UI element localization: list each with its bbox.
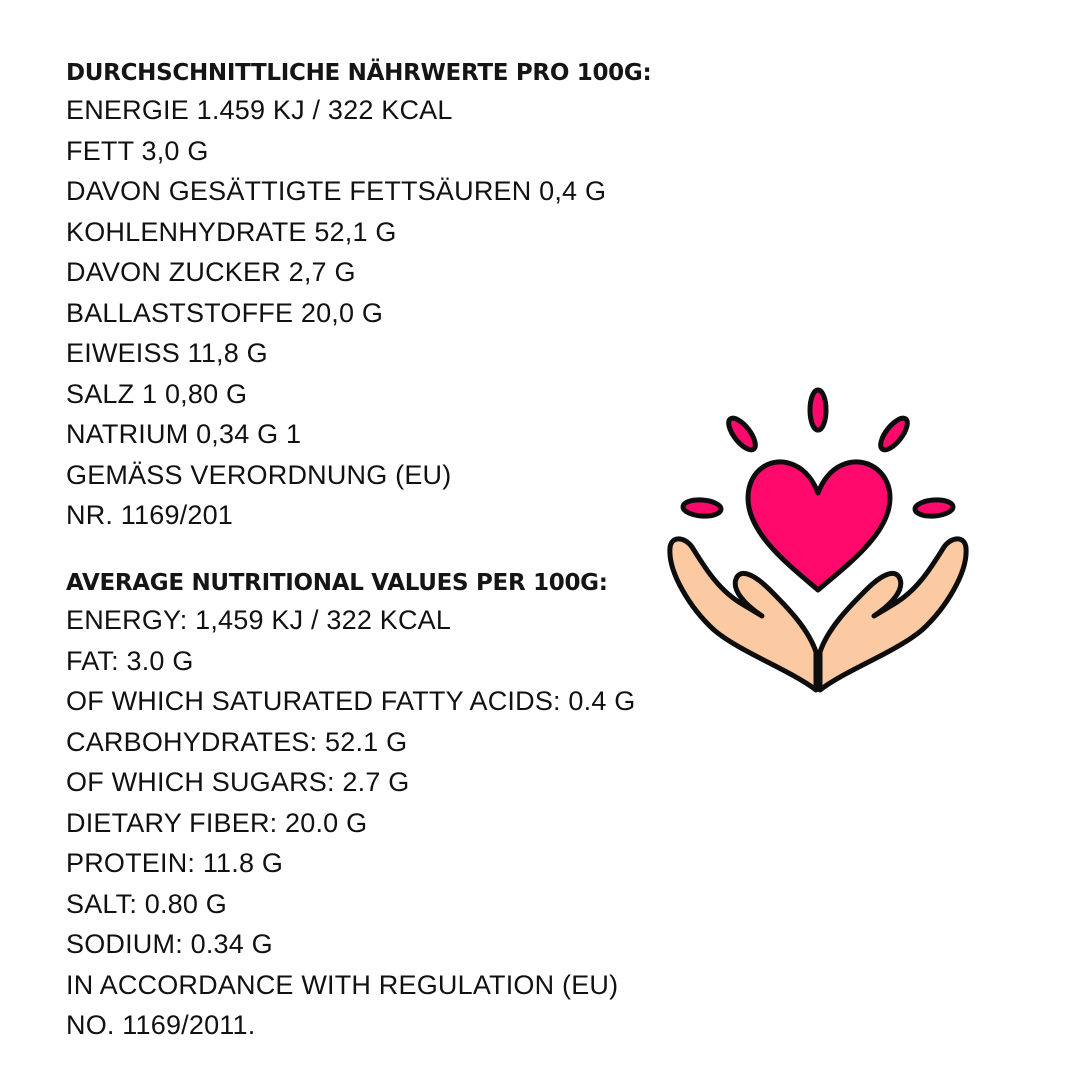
english-line: SODIUM: 0.34 G [66, 929, 273, 959]
english-line: FAT: 3.0 G [66, 645, 194, 676]
english-line: SALT: 0.80 G [66, 888, 227, 919]
heart-icon [748, 462, 890, 590]
german-line: GEMÄSS VERORDNUNG (EU) [66, 459, 452, 490]
german-line: EIWEISS 11,8 G [66, 338, 268, 368]
english-heading: AVERAGE NUTRITIONAL VALUES PER 100G: [66, 570, 608, 596]
english-line: PROTEIN: 11.8 G [66, 848, 284, 878]
german-line: NATRIUM 0,34 G 1 [66, 419, 302, 449]
english-line: ENERGY: 1,459 KJ / 322 KCAL [66, 605, 452, 635]
german-line: DAVON ZUCKER 2,7 G [66, 257, 356, 287]
german-heading: DURCHSCHNITTLICHE NÄHRWERTE PRO 100G: [66, 60, 652, 86]
german-line: DAVON GESÄTTIGTE FETTSÄUREN 0,4 G [66, 176, 607, 206]
english-nutrition-section [66, 566, 635, 1046]
english-line: IN ACCORDANCE WITH REGULATION (EU) [66, 969, 619, 1000]
german-line: FETT 3,0 G [66, 135, 209, 166]
english-line: NO. 1169/2011. [66, 1010, 256, 1040]
english-line: CARBOHYDRATES: 52.1 G [66, 726, 408, 757]
german-line: KOHLENHYDRATE 52,1 G [66, 216, 397, 247]
hands-holding-heart-icon [660, 385, 980, 700]
german-line: SALZ 1 0,80 G [66, 378, 248, 409]
german-line: BALLASTSTOFFE 20,0 G [66, 297, 384, 328]
english-line: OF WHICH SUGARS: 2.7 G [66, 767, 410, 797]
english-line: DIETARY FIBER: 20.0 G [66, 807, 368, 838]
german-nutrition-list [66, 90, 651, 536]
german-line: ENERGIE 1.459 KJ / 322 KCAL [66, 95, 453, 125]
english-nutrition-list [66, 600, 635, 1046]
german-nutrition-section [66, 56, 651, 536]
english-line: OF WHICH SATURATED FATTY ACIDS: 0.4 G [66, 686, 636, 716]
german-line: NR. 1169/201 [66, 500, 234, 530]
